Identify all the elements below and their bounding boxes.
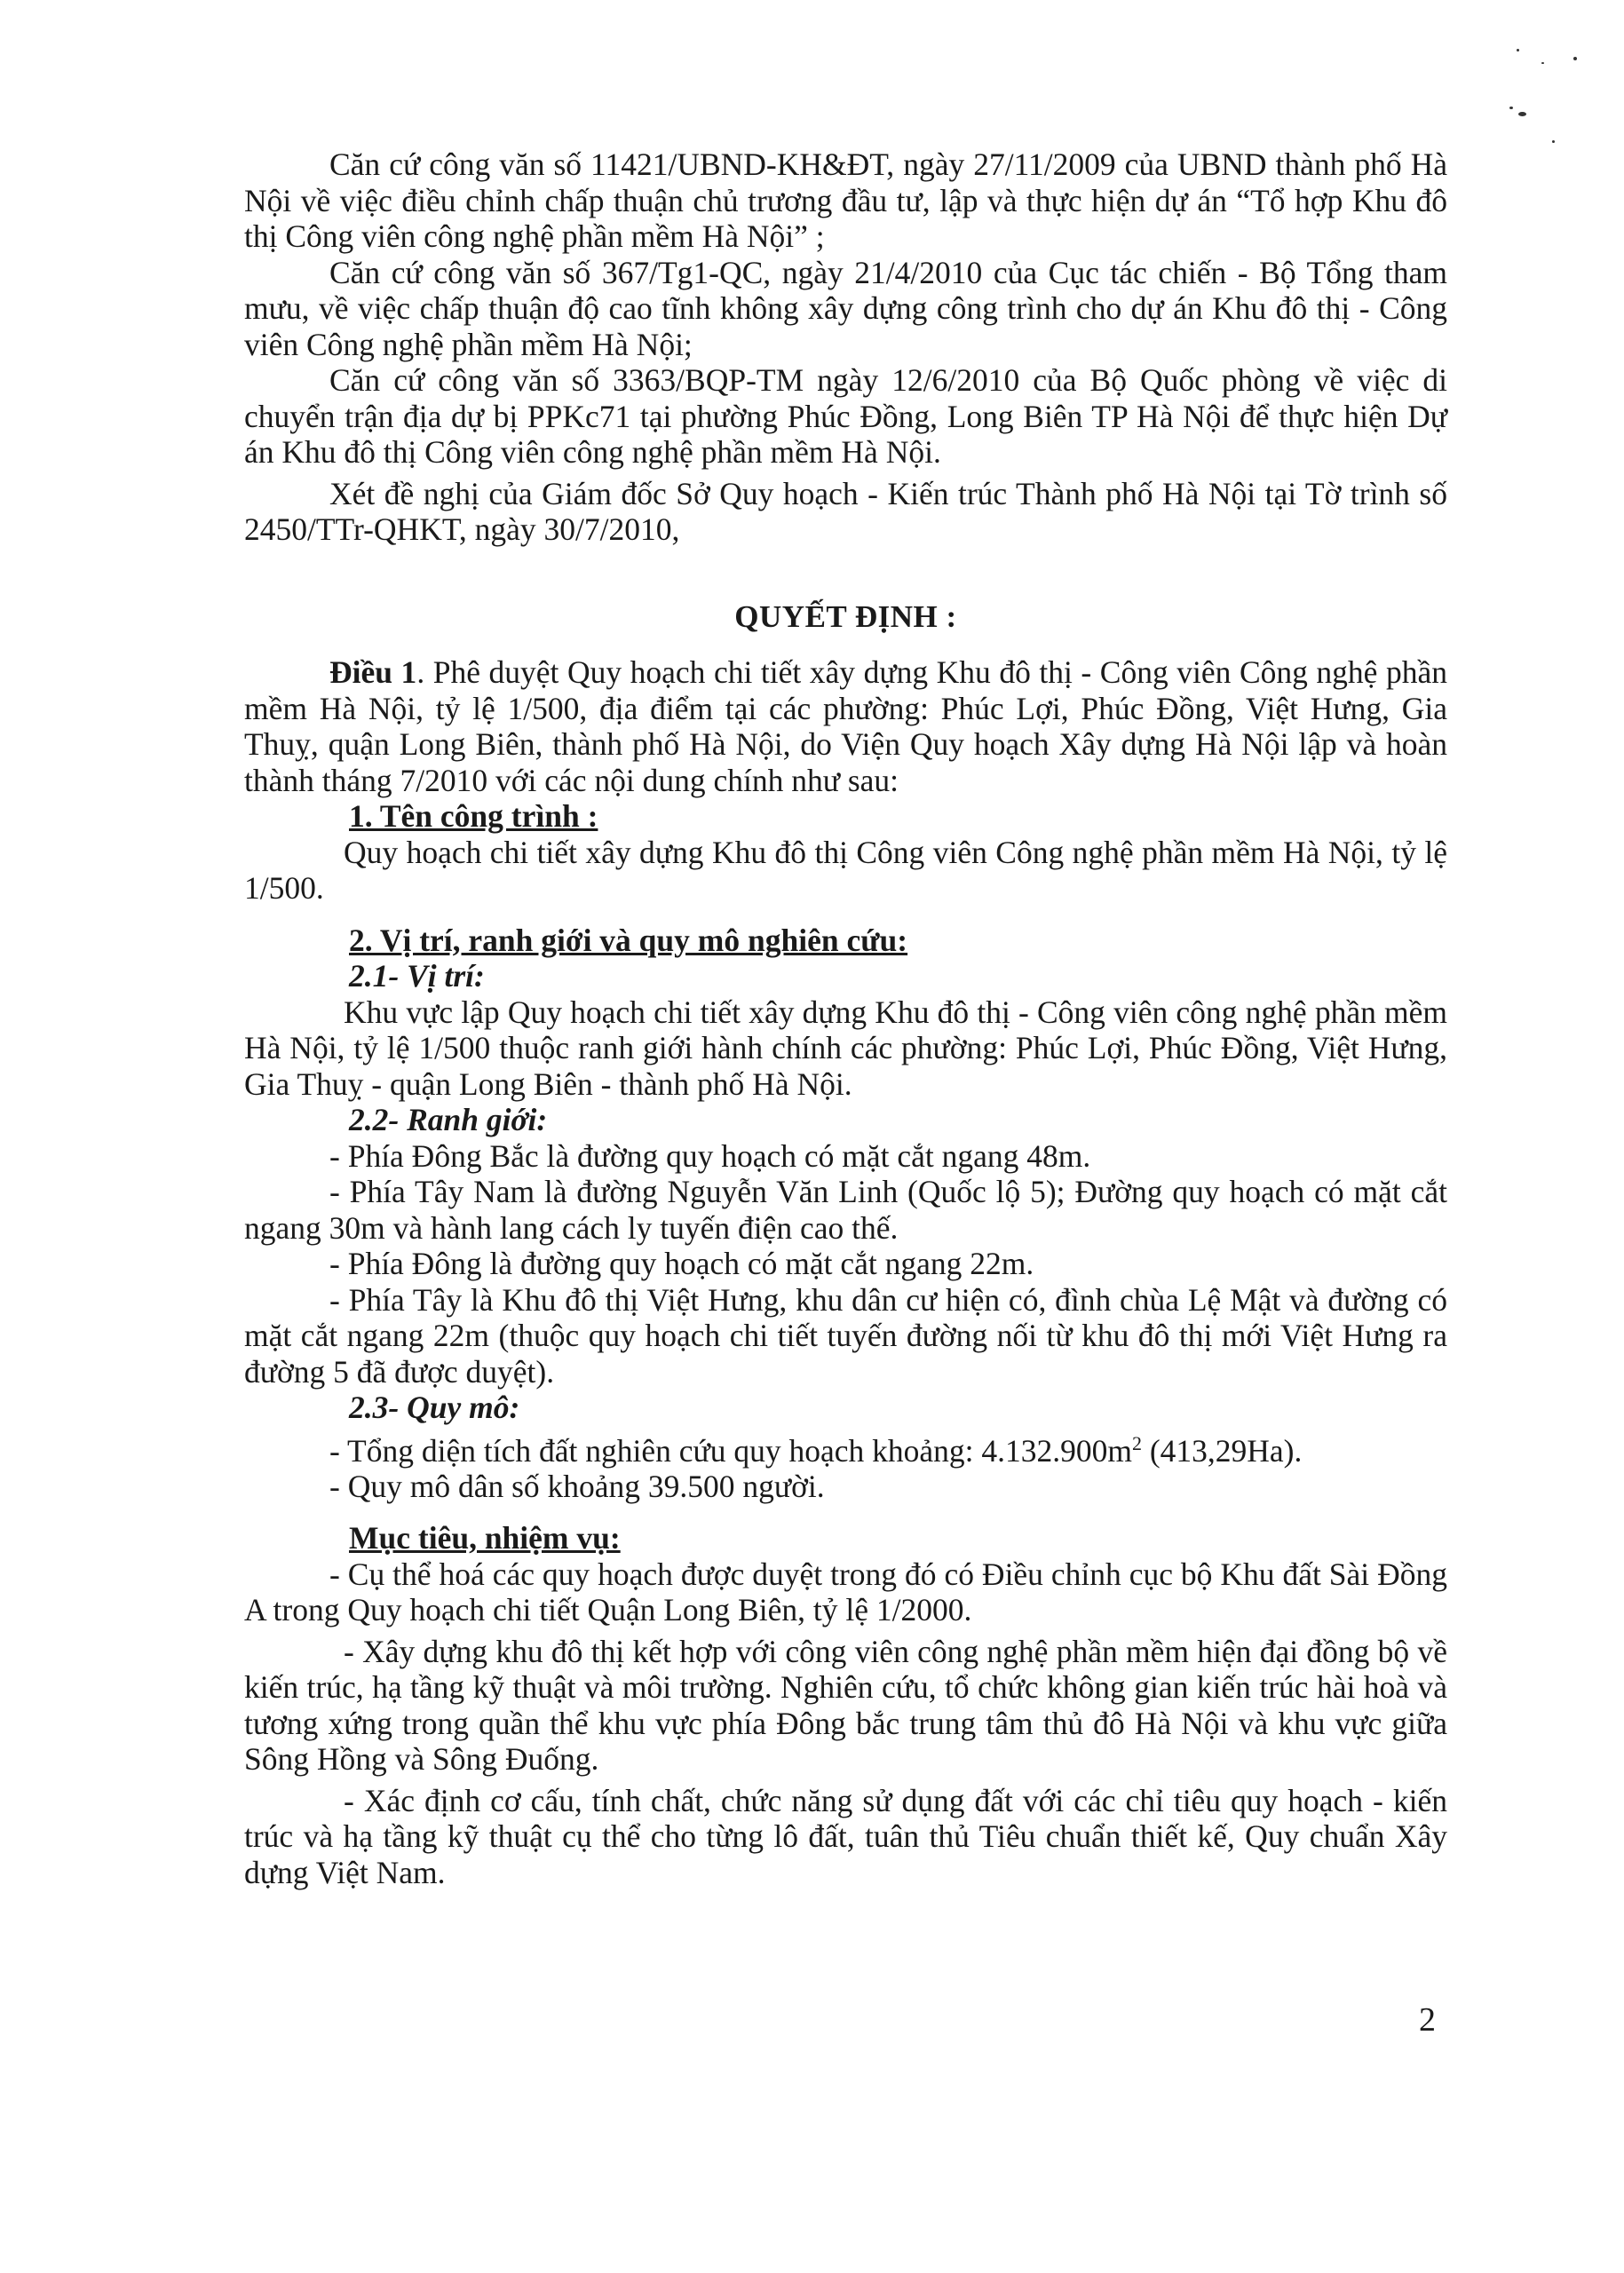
scan-speck <box>1509 107 1513 109</box>
section-1-heading <box>349 798 1447 835</box>
location-heading: 2.1- Vị trí: <box>349 958 485 994</box>
objective-item: - Xác định cơ cấu, tính chất, chức năng sử dụng đất với các chỉ tiêu quy hoạch - kiến trúc và hạ tầng kỹ thuật cụ thể cho từng lô đất, tuân thủ Tiêu chuẩn thiết kế, Quy chuẩn Xây dựng Việt Nam. <box>244 1782 1447 1890</box>
section-1-heading-text: 1. Tên công trình : <box>349 798 598 834</box>
objectives-heading <box>349 1520 1447 1556</box>
objectives-heading-text: Mục tiêu, nhiệm vụ: <box>349 1520 621 1556</box>
page-number: 2 <box>1419 2001 1436 2039</box>
boundary-heading-wrap <box>244 1102 1447 1138</box>
boundary-item: - Phía Đông là đường quy hoạch có mặt cắt ngang 22m. <box>329 1246 1034 1281</box>
section-2-heading-wrap <box>244 923 1447 994</box>
document-body <box>244 147 1447 1890</box>
scan-speck <box>1552 140 1555 143</box>
article-1-text: . Phê duyệt Quy hoạch chi tiết xây dựng Khu đô thị - Công viên Công nghệ phần mềm Hà Nội, tỷ lệ 1/500, địa điểm tại các phường: Phúc Lợi, Phúc Đồng, Việt Hưng, Gia Thuỵ, quận Long Biên, thành phố Hà Nội, do Viện Quy hoạch Xây dựng Hà Nội lập và hoàn thành tháng 7/2010 với các nội dung chính như sau: <box>244 654 1447 798</box>
scale-area <box>244 1426 1447 1469</box>
scan-speck <box>1541 62 1544 64</box>
scale-area-prefix: - Tổng diện tích đất nghiên cứu quy hoạch khoảng: 4.132.900m <box>329 1432 1132 1469</box>
boundary-item: - Phía Tây Nam là đường Nguyễn Văn Linh (Quốc lộ 5); Đường quy hoạch có mặt cắt ngang 30m và hành lang cách ly tuyến điện cao thế. <box>244 1174 1447 1246</box>
section-1 <box>244 798 1447 835</box>
objectives-heading-wrap <box>244 1520 1447 1556</box>
section-2-heading <box>349 923 1447 959</box>
boundary-heading: 2.2- Ranh giới: <box>349 1102 548 1137</box>
basis-paragraph-1: Căn cứ công văn số 11421/UBND-KH&ĐT, ngày 27/11/2009 của UBND thành phố Hà Nội về việc điều chỉnh chấp thuận chủ trương đầu tư, lập và thực hiện dự án “Tổ hợp Khu đô thị Công viên công nghệ phần mềm Hà Nội” ; <box>244 147 1447 254</box>
objective-item: - Cụ thể hoá các quy hoạch được duyệt trong đó có Điều chỉnh cục bộ Khu đất Sài Đồng A trong Quy hoạch chi tiết Quận Long Biên, tỷ lệ 1/2000. <box>244 1556 1447 1628</box>
section-1-text: Quy hoạch chi tiết xây dựng Khu đô thị Công viên Công nghệ phần mềm Hà Nội, tỷ lệ 1/500. <box>244 834 1447 906</box>
decision-heading: QUYẾT ĐỊNH : <box>734 598 957 634</box>
scan-speck <box>1517 49 1519 51</box>
location-text: Khu vực lập Quy hoạch chi tiết xây dựng Khu đô thị - Công viên công nghệ phần mềm Hà Nội, tỷ lệ 1/500 thuộc ranh giới hành chính các phường: Phúc Lợi, Phúc Đồng, Việt Hưng, Gia Thuỵ - quận Long Biên - thành phố Hà Nội. <box>244 994 1447 1102</box>
scale-area-sup: 2 <box>1131 1431 1142 1454</box>
article-1-label: Điều 1 <box>329 654 417 690</box>
scale-area-suffix: (413,29Ha). <box>1141 1432 1303 1469</box>
basis-paragraph-3: Căn cứ công văn số 3363/BQP-TM ngày 12/6/2010 của Bộ Quốc phòng về việc di chuyển trận địa dự bị PPKc71 tại phường Phúc Đồng, Long Biên TP Hà Nội để thực hiện Dự án Khu đô thị Công viên công nghệ phần mềm Hà Nội. <box>244 362 1447 470</box>
section-2-heading-text: 2. Vị trí, ranh giới và quy mô nghiên cứu: <box>349 922 908 958</box>
scale-heading-wrap <box>244 1390 1447 1426</box>
objective-item: - Xây dựng khu đô thị kết hợp với công viên công nghệ phần mềm hiện đại đồng bộ về kiến trúc, hạ tầng kỹ thuật và môi trường. Nghiên cứu, tổ chức không gian kiến trúc hài hoà và tương xứng trong quần thể khu vực phía Đông bắc trung tâm thủ đô Hà Nội và khu vực giữa Sông Hồng và Sông Đuống. <box>244 1633 1447 1778</box>
scan-speck <box>1518 112 1526 116</box>
scan-speck <box>1573 57 1577 60</box>
boundary-item: - Phía Đông Bắc là đường quy hoạch có mặt cắt ngang 48m. <box>329 1137 1091 1174</box>
scale-heading: 2.3- Quy mô: <box>349 1390 520 1425</box>
article-1 <box>244 654 1447 798</box>
boundary-item: - Phía Tây là Khu đô thị Việt Hưng, khu dân cư hiện có, đình chùa Lệ Mật và đường có mặt cắt ngang 22m (thuộc quy hoạch chi tiết tuyến đường nối từ khu đô thị mới Việt Hưng ra đường 5 đã được duyệt). <box>244 1281 1447 1390</box>
basis-paragraph-4: Xét đề nghị của Giám đốc Sở Quy hoạch - Kiến trúc Thành phố Hà Nội tại Tờ trình số 2450/TTr-QHKT, ngày 30/7/2010, <box>244 475 1447 547</box>
scale-population: - Quy mô dân số khoảng 39.500 người. <box>329 1468 825 1504</box>
basis-paragraph-2: Căn cứ công văn số 367/Tg1-QC, ngày 21/4/2010 của Cục tác chiến - Bộ Tổng tham mưu, về việc chấp thuận độ cao tĩnh không xây dựng công trình cho dự án Khu đô thị - Công viên Công nghệ phần mềm Hà Nội; <box>244 254 1447 362</box>
